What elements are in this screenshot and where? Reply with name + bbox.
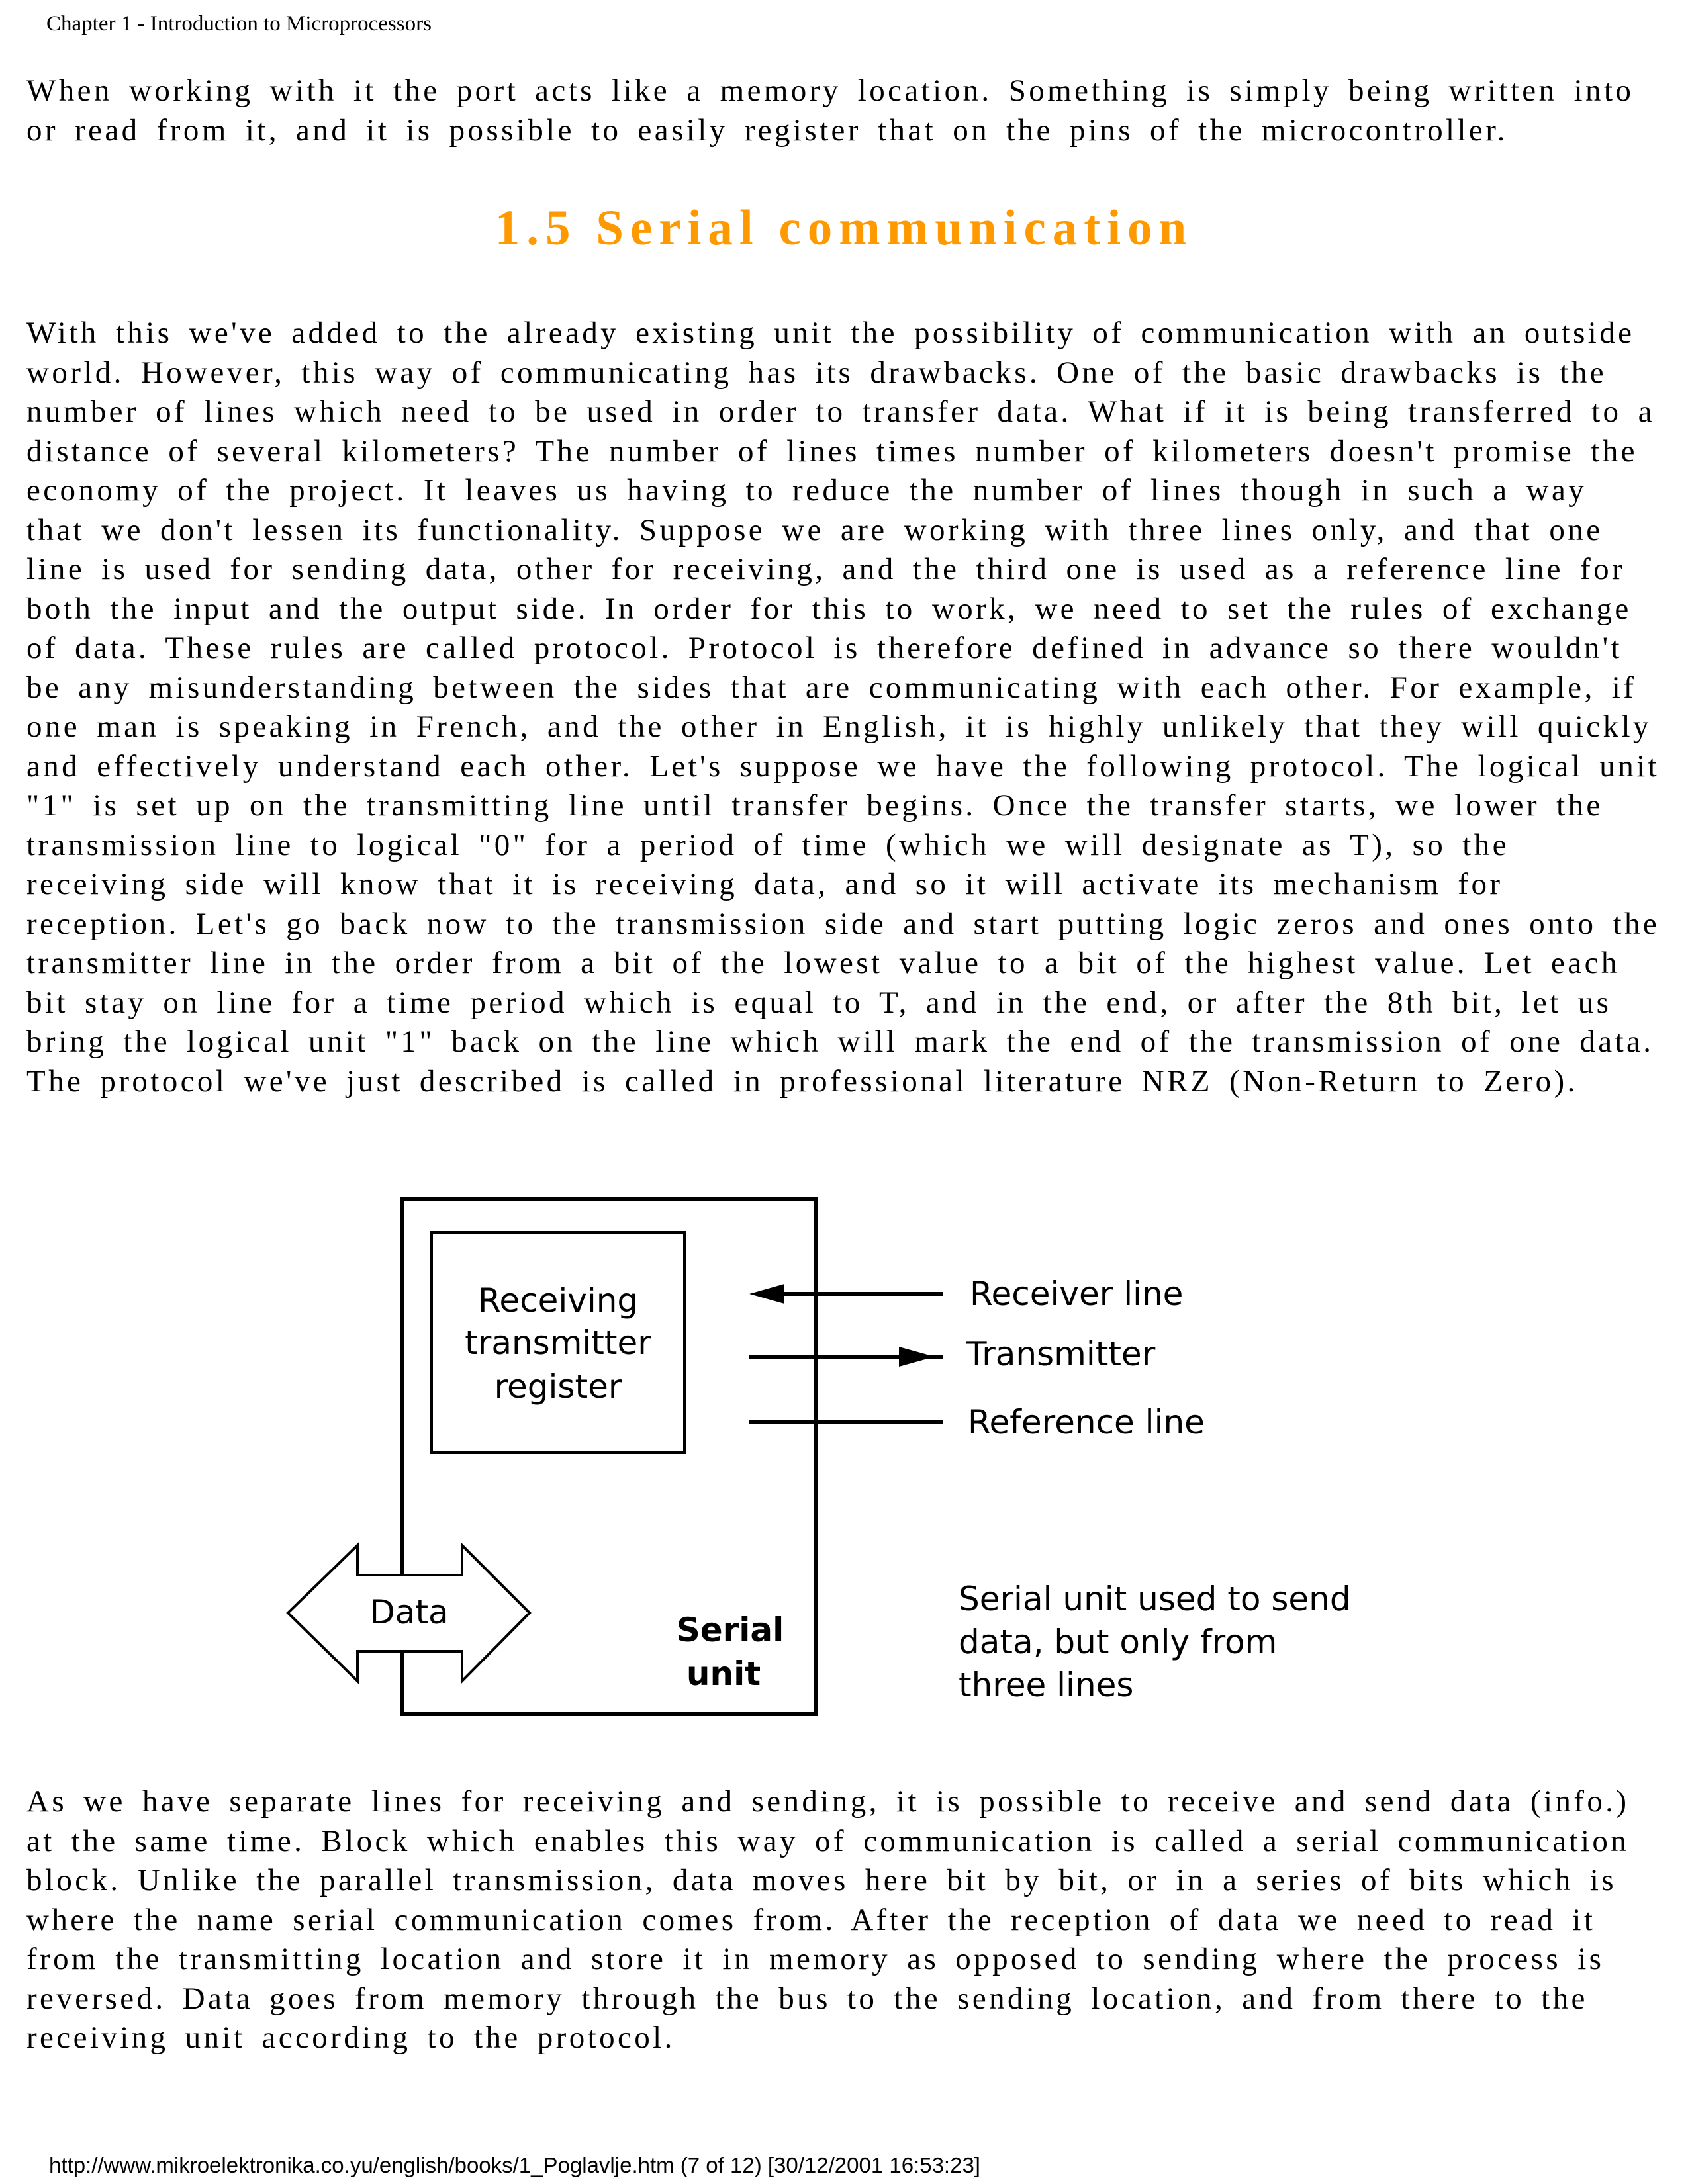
diagram-caption-line-1: Serial unit used to send — [959, 1580, 1351, 1618]
diagram-caption-line-3: three lines — [959, 1666, 1134, 1704]
serial-unit-label-line-1: Serial — [676, 1611, 784, 1649]
receiver-line-label: Receiver line — [970, 1275, 1184, 1313]
transmitter-label: Transmitter — [966, 1335, 1156, 1373]
paragraph-port: When working with it the port acts like a memory location. Something is simply being written into or read from it, and it is possible to easily register that on the pins of the microcontroller. — [26, 73, 1634, 148]
register-label-line-2: transmitter — [465, 1324, 651, 1362]
paragraph-serial-block: As we have separate lines for receiving and sending, it is possible to receive and send data (info.) at the same time. Block which enables this way of communication is called a serial communication block. Unlike the parallel transmission, data moves here bit by bit, or in a series of bits which is where the name serial communication comes from. After the reception of data we need to read it from the transmitting location and store it in memory as opposed to sending where the process is reversed. Data goes from memory through the bus to the sending location, and from there to the receiving unit according to the protocol. — [26, 1784, 1630, 2055]
register-label-line-3: register — [494, 1367, 622, 1406]
serial-unit-label-line-2: unit — [686, 1655, 761, 1693]
page-header: Chapter 1 - Introduction to Microprocessors — [46, 12, 432, 36]
paragraph-serial-intro: With this we've added to the already existing unit the possibility of communication with an outside world. However, this way of communicating has its drawbacks. One of the basic drawbacks is the number of lines which need to be used in order to transfer data. What if it is being transferred to a distance of several kilometers? The number of lines times number of kilometers doesn't promise the economy of the project. It leaves us having to reduce the number of lines though in such a way that we don't lessen its functionality. Suppose we are working with three lines only, and that one line is used for sending data, other for receiving, and the third one is used as a reference line for both the input and the output side. In order for this to work, we need to set the rules of exchange of data. These rules are called protocol. Protocol is therefore defined in advance so there wouldn't be any misunderstanding between the sides that are communicating with each other. For example, if one man is speaking in French, and the other in English, it is highly unlikely that they will quickly and effectively understand each other. Let's suppose we have the following protocol. The logical unit "1" is set up on the transmitting line until transfer begins. Once the transfer starts, we lower the transmission line to logical "0" for a period of time (which we will designate as T), so the receiving side will know that it is receiving data, and so it will activate its mechanism for reception. Let's go back now to the transmission side and start putting logic zeros and ones onto the transmitter line in the order from a bit of the lowest value to a bit of the highest value. Let each bit stay on line for a time period which is equal to T, and in the end, or after the 8th bit, let us bring the logical unit "1" back on the line which will mark the end of the transmission of one data. The protocol we've just described is called in professional literature NRZ (Non-Return to Zero). — [26, 316, 1660, 1099]
reference-line-label: Reference line — [968, 1403, 1205, 1441]
transmitter-arrow-icon — [899, 1347, 935, 1367]
diagram-caption-line-2: data, but only from — [959, 1623, 1278, 1661]
data-label: Data — [369, 1593, 449, 1631]
register-label-line-1: Receiving — [477, 1281, 639, 1320]
page-footer-url[interactable]: http://www.mikroelektronika.co.yu/english/books/1_Poglavlje.htm (7 of 12) [30/12/2001 16:53:23] — [49, 2153, 980, 2177]
receiver-arrow-icon — [749, 1284, 784, 1304]
section-title: 1.5 Serial communication — [494, 201, 1194, 255]
